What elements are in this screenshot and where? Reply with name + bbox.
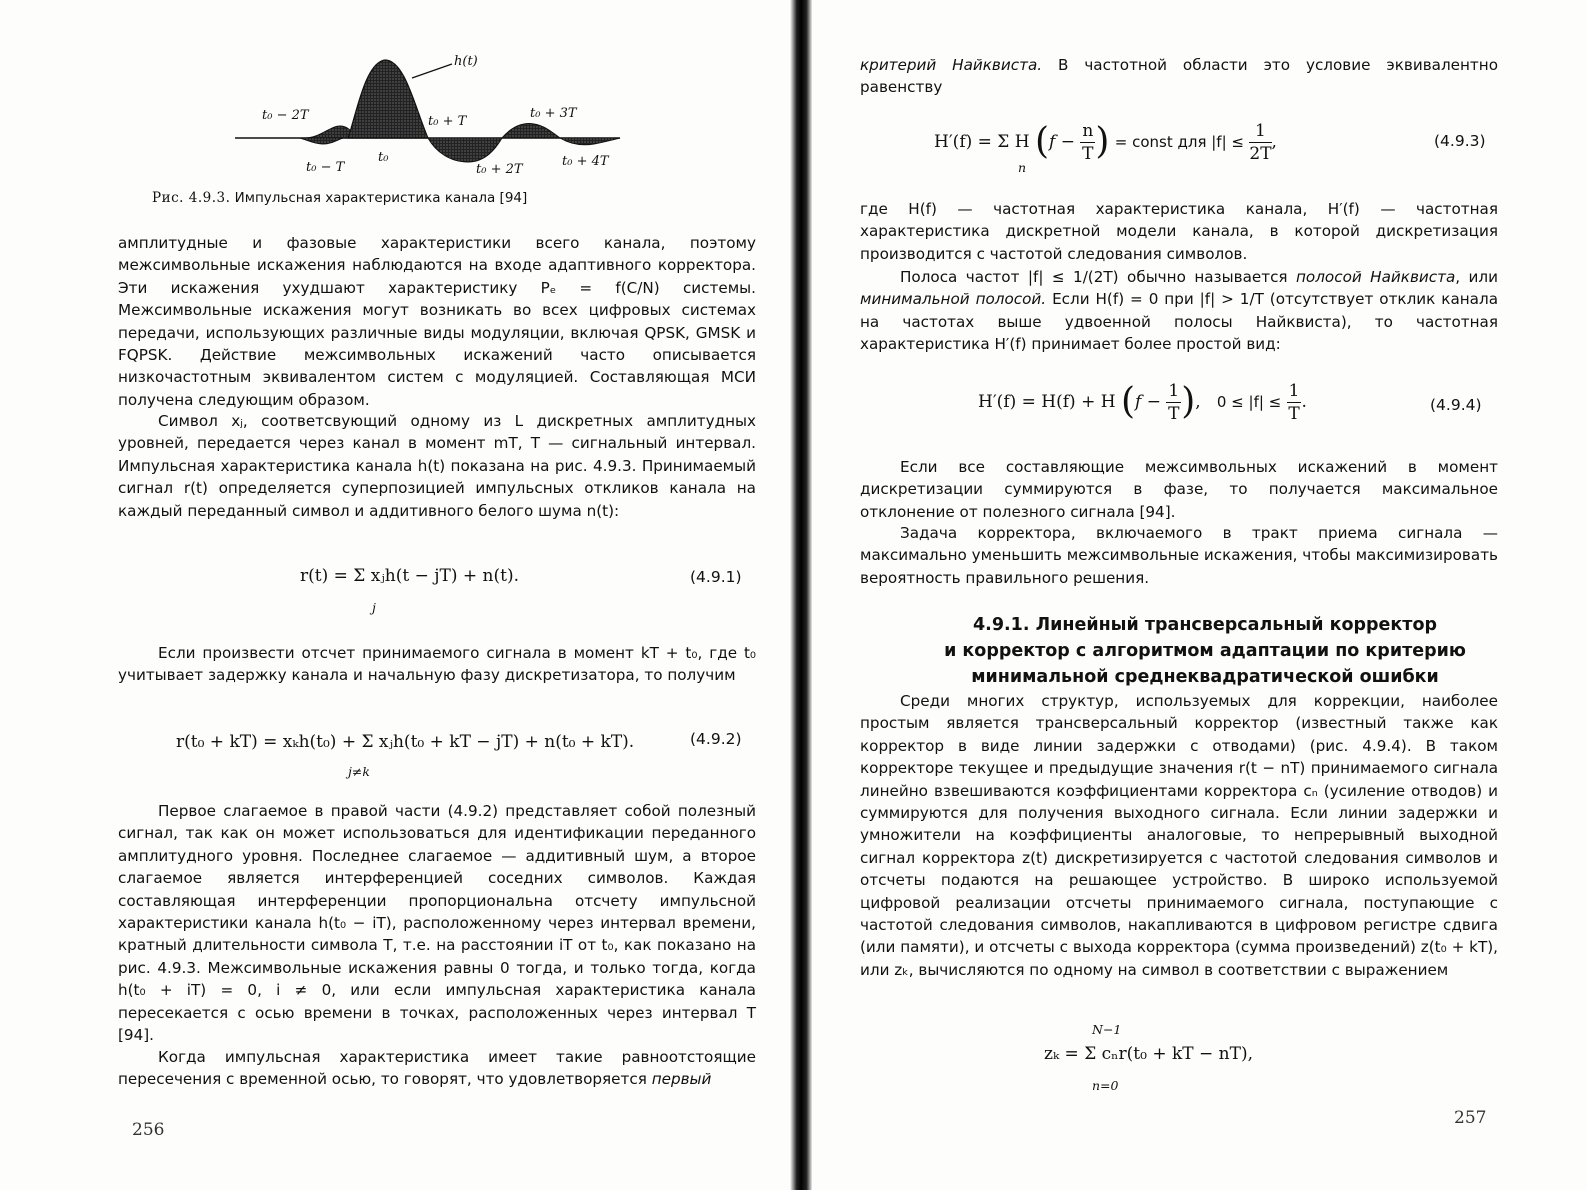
figure-label-t0-plus-4t: t₀ + 4T — [562, 154, 609, 169]
eq4-fraction: $\frac{1}{T}$ — [1168, 381, 1180, 424]
equation-4-9-3-subscript: n — [1018, 160, 1027, 175]
section-heading-4-9-1: 4.9.1. Линейный трансверсальный корректор и корректор с алгоритмом адаптации по критерию минимальной среднеквадратической ошибки — [944, 615, 1466, 687]
right-paragraph-4: Если все составляющие межсимвольных искажений в момент дискретизации суммируются в фазе, то получается максимальное отклонение от полезного сигнала [94]. — [860, 458, 1498, 521]
figure-caption-prefix: Рис. 4.9.3. — [152, 190, 231, 206]
right-paragraph-3: Полоса частот |f| ≤ 1/(2T) обычно называется полосой Найквиста, или минимальной полосой. Если H(f) = 0 при |f| > 1/T (отсутствует отклик канала на частотах выше удвоенной полосы Найквиста), то частотная характеристика H′(f) принимает более простой вид: — [860, 268, 1499, 354]
eq3-fraction: $\frac{n}{T}$ — [1082, 121, 1094, 164]
right-paragraph-2: где H(f) — частотная характеристика канала, H′(f) — частотная характеристика дискретной модели канала, в которой дискретизация производится с частотой следования символов. — [860, 200, 1498, 263]
equation-number-4-9-2: (4.9.2) — [690, 730, 742, 748]
book-spine — [790, 0, 812, 1190]
equation-4-9-2: r(t₀ + kT) = xₖh(t₀) + Σ xⱼh(t₀ + kT − jT) + n(t₀ + kT). — [176, 732, 635, 752]
equation-4-9-1: r(t) = Σ xⱼh(t − jT) + n(t). — [300, 566, 519, 586]
equation-4-9-3: H′(f) = Σ H (f − $\frac{n}{T}$ ) = const для |f| ≤ $\frac{1}{2T}$ , — [934, 121, 1277, 164]
figure-label-t0-plus-2t: t₀ + 2T — [476, 162, 523, 177]
figure-caption-text: Импульсная характеристика канала [94] — [234, 190, 528, 206]
page-number-left: 256 — [132, 1120, 165, 1140]
eq3-fraction-2: $\frac{1}{2T}$ — [1249, 121, 1272, 164]
figure-label-t0-plus-t: t₀ + T — [428, 114, 467, 129]
right-paragraph-1: критерий Найквиста. В частотной области это условие эквивалентно равенству — [860, 56, 1498, 97]
equation-4-9-4: H′(f) = H(f) + H (f − $\frac{1}{T}$ ), 0 ≤ |f| ≤ $\frac{1}{T}$ . — [978, 381, 1307, 424]
equation-4-9-2-subscript: j≠k — [348, 764, 370, 779]
left-page — [0, 0, 790, 1190]
equation-4-9-1-subscript: j — [372, 600, 376, 615]
equation-zk: zₖ = Σ cₙr(t₀ + kT − nT), — [1044, 1044, 1253, 1064]
left-paragraph-4: Первое слагаемое в правой части (4.9.2) представляет собой полезный сигнал, так как он может использоваться для идентификации переданного амплитудного уровня. Последнее слагаемое — аддитивный шум, а второе слагаемое является интерференцией соседних символов. Каждая составляющая интерференции пропорциональна отсчету импульсной характеристики канала h(t₀ − iT), расположенному через интервал времени, кратный длительности символа T, т.е. на расстоянии iT от t₀, как показано на рис. 4.9.3. Межсимвольные искажения равны 0 тогда, и только тогда, когда h(t₀ + iT) = 0, i ≠ 0, или если импульсная характеристика канала пересекается с осью времени в точках, расположенных через интервал T [94]. — [118, 802, 756, 1045]
equation-number-4-9-4: (4.9.4) — [1430, 396, 1482, 414]
figure-label-t0-2t: t₀ − 2T — [262, 108, 309, 123]
figure-label-t0-minus-t: t₀ − T — [306, 160, 345, 175]
figure-curve-label: h(t) — [454, 54, 478, 69]
figure-label-t0-plus-3t: t₀ + 3T — [530, 106, 577, 121]
equation-zk-superscript: N−1 — [1092, 1022, 1122, 1037]
figure-caption — [152, 190, 527, 206]
equation-number-4-9-1: (4.9.1) — [690, 568, 742, 586]
left-paragraph-1: амплитудные и фазовые характеристики всего канала, поэтому межсимвольные искажения наблюдаются на входе адаптивного корректора. Эти искажения ухудшают характеристику Pₑ = f(C/N) системы. Межсимвольные искажения могут возникать во всех цифровых системах передачи, использующих различные виды модуляции, включая QPSK, GMSK и FQPSK. Действие межсимвольных искажений часто описывается низкочастотным эквивалентом систем с модуляцией. Составляющая МСИ получена следующим образом. — [118, 234, 756, 409]
left-paragraph-2: Символ xⱼ, соответсвующий одному из L дискретных амплитудных уровней, передается через канал в момент mT, T — сигнальный интервал. Импульсная характеристика канала h(t) показана на рис. 4.9.3. Принимаемый сигнал r(t) определяется суперпозицией импульсных откликов канала на каждый переданный символ и аддитивного белого шума n(t): — [118, 412, 756, 520]
page-number-right: 257 — [1454, 1108, 1487, 1128]
right-page — [812, 0, 1587, 1190]
left-paragraph-5: Когда импульсная характеристика имеет такие равноотстоящие пересечения с временной осью, то говорят, что удовлетворяется первый — [118, 1048, 756, 1089]
equation-number-4-9-3: (4.9.3) — [1434, 132, 1486, 150]
equation-zk-subscript: n=0 — [1092, 1078, 1119, 1093]
right-paragraph-5: Задача корректора, включаемого в тракт приема сигнала — максимально уменьшить межсимвольные искажения, чтобы максимизировать вероятность правильного решения. — [860, 524, 1498, 587]
figure-label-t0: t₀ — [378, 150, 389, 165]
left-paragraph-3: Если произвести отсчет принимаемого сигнала в момент kT + t₀, где t₀ учитывает задержку канала и начальную фазу дискретизатора, то получим — [118, 644, 756, 685]
eq4-fraction-2: $\frac{1}{T}$ — [1288, 381, 1300, 424]
right-paragraph-6: Среди многих структур, используемых для коррекции, наиболее простым является трансверсальный корректор (известный также как корректор в виде линии задержки с отводами) (рис. 4.9.4). В таком корректоре текущее и предыдущие значения r(t − nT) принимаемого сигнала линейно взвешиваются коэффициентами корректора cₙ (усиление отводов) и суммируются для получения выходного сигнала. Если линии задержки и умножители на коэффициенты аналоговые, то непрерывный выходной сигнал корректора z(t) дискретизируется с частотой следования символов и отсчеты подаются на решающее устройство. В широко используемой цифровой реализации отсчеты принимаемого сигнала, поступающие с частотой следования символов, накапливаются в цифровом регистре сдвига (или памяти), и отсчеты с выхода корректора (сумма произведений) z(t₀ + kT), или zₖ, вычисляются по одному на символ в соответствии с выражением — [860, 692, 1498, 979]
